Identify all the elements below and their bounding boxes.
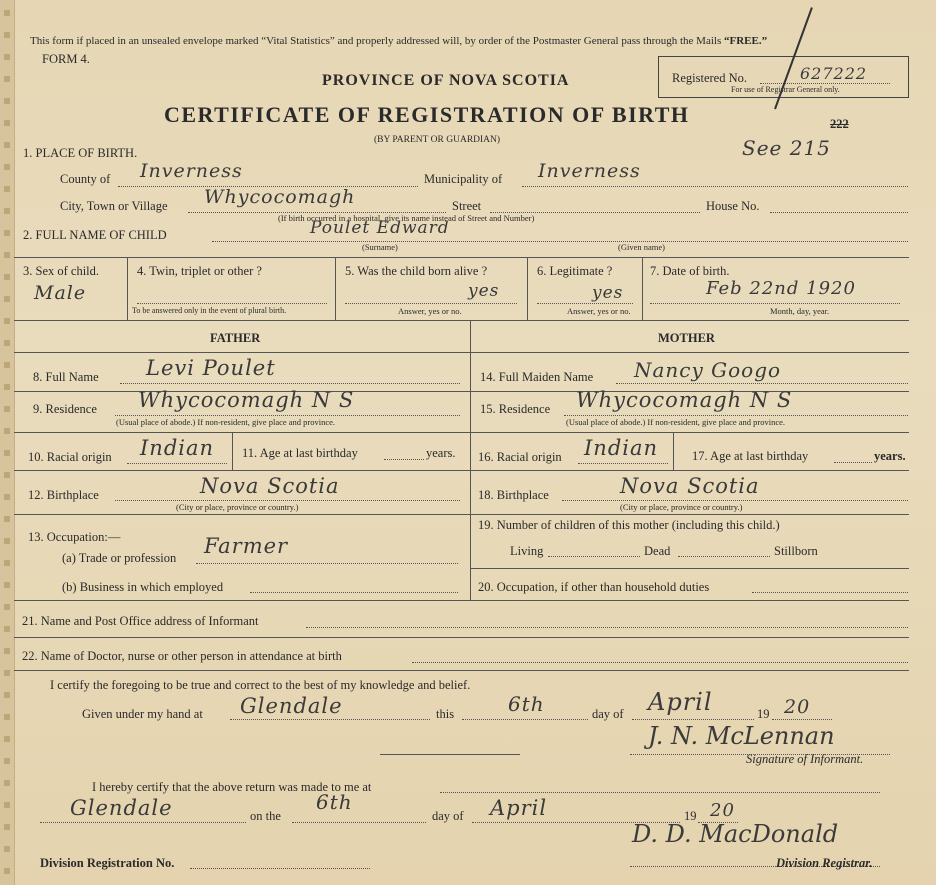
division-registrar-caption: Division Registrar. xyxy=(776,856,873,870)
alive-label: 5. Was the child born alive ? xyxy=(345,264,488,278)
mother-children-label: 19. Number of children of this mother (including this child.) xyxy=(478,518,780,532)
rule xyxy=(14,637,909,638)
mother-residence-value: Whycocomagh N S xyxy=(576,388,793,412)
given-year-value: 20 xyxy=(784,696,811,718)
sex-value: Male xyxy=(34,282,87,304)
binding-margin xyxy=(0,0,15,885)
rule xyxy=(14,600,909,601)
given-month-value: April xyxy=(648,688,713,716)
certify-statement: I certify the foregoing to be true and correct to the best of my knowledge and belief. xyxy=(50,678,471,692)
certificate-title: CERTIFICATE OF REGISTRATION OF BIRTH xyxy=(164,102,690,127)
place-of-birth-label: 1. PLACE OF BIRTH. xyxy=(23,146,138,160)
rule xyxy=(380,754,520,755)
father-residence-value: Whycocomagh N S xyxy=(138,388,355,412)
stamped-number: 222 xyxy=(830,117,849,131)
province-heading: PROVINCE OF NOVA SCOTIA xyxy=(322,72,570,89)
dob-label: 7. Date of birth. xyxy=(650,264,730,278)
living-label: Living xyxy=(510,544,544,558)
mother-age-suffix: years. xyxy=(874,449,906,463)
father-name-value: Levi Poulet xyxy=(146,356,276,380)
father-racial-label: 10. Racial origin xyxy=(28,450,112,464)
legitimate-value: yes xyxy=(592,283,624,303)
this-label: this xyxy=(436,707,455,721)
mail-notice-free: “FREE.” xyxy=(723,35,768,47)
father-age-suffix: years. xyxy=(426,446,456,460)
registrar-year-prefix: 19 xyxy=(684,809,697,823)
registrar-signature: D. D. MacDonald xyxy=(632,820,839,848)
twin-label: 4. Twin, triplet or other ? xyxy=(137,264,262,278)
trade-label: (a) Trade or profession xyxy=(62,551,177,565)
alive-note: Answer, yes or no. xyxy=(398,306,462,316)
municipality-value: Inverness xyxy=(538,160,641,182)
rule xyxy=(642,257,643,320)
mother-name-label: 14. Full Maiden Name xyxy=(480,370,594,384)
form-number: FORM 4. xyxy=(42,52,90,66)
rule xyxy=(14,320,909,321)
registrar-day-value: 6th xyxy=(316,790,353,814)
rule xyxy=(14,670,909,671)
city-value: Whycocomagh xyxy=(204,186,356,208)
mother-birthplace-note: (City or place, province or country.) xyxy=(620,502,743,512)
doctor-label: 22. Name of Doctor, nurse or other person in attendance at birth xyxy=(22,649,342,663)
child-name-label: 2. FULL NAME OF CHILD xyxy=(23,228,167,242)
dob-value: Feb 22nd 1920 xyxy=(706,278,856,299)
informant-signature: J. N. McLennan xyxy=(648,722,835,750)
child-name-value: Poulet Edward xyxy=(310,218,450,238)
mother-occupation-label: 20. Occupation, if other than household duties xyxy=(478,580,710,594)
rule xyxy=(14,352,909,353)
center-divider xyxy=(470,320,471,600)
hospital-note: (If birth occurred in a hospital, give its name instead of Street and Number) xyxy=(278,213,535,223)
given-name-caption: (Given name) xyxy=(618,242,665,252)
rule xyxy=(14,257,909,258)
rule xyxy=(470,568,909,569)
legitimate-label: 6. Legitimate ? xyxy=(537,264,613,278)
father-name-label: 8. Full Name xyxy=(33,370,99,384)
informant-signature-caption: Signature of Informant. xyxy=(746,752,864,766)
registrar-general-note: For use of Registrar General only. xyxy=(731,85,840,94)
registrar-statement: I hereby certify that the above return was made to me at xyxy=(92,780,372,794)
rule xyxy=(232,432,233,470)
mother-residence-note: (Usual place of abode.) If non-resident, give place and province. xyxy=(566,417,786,427)
dob-note: Month, day, year. xyxy=(770,306,830,316)
dead-label: Dead xyxy=(644,544,671,558)
rule xyxy=(335,257,336,320)
given-day-of-label: day of xyxy=(592,707,624,721)
mother-racial-label: 16. Racial origin xyxy=(478,450,562,464)
mail-notice-text: This form if placed in an unsealed envelope marked “Vital Statistics” and properly addressed will, by order of the Postmaster General pass through the Mails xyxy=(30,35,724,47)
given-place-value: Glendale xyxy=(240,694,343,718)
rule xyxy=(14,514,909,515)
sex-label: 3. Sex of child. xyxy=(23,264,100,278)
father-residence-note: (Usual place of abode.) If non-resident, give place and province. xyxy=(116,417,336,427)
surname-caption: (Surname) xyxy=(362,242,398,252)
given-under-label: Given under my hand at xyxy=(82,707,203,721)
mother-birthplace-value: Nova Scotia xyxy=(620,474,760,498)
county-value: Inverness xyxy=(140,160,243,182)
occupation-label: 13. Occupation:— xyxy=(28,530,121,544)
street-label: Street xyxy=(452,199,482,213)
rule xyxy=(14,432,909,433)
rule xyxy=(14,470,909,471)
mother-heading: MOTHER xyxy=(658,331,715,345)
municipality-label: Municipality of xyxy=(424,172,503,186)
informant-label: 21. Name and Post Office address of Informant xyxy=(22,614,259,628)
division-registration-label: Division Registration No. xyxy=(40,856,175,870)
certificate-subtitle: (BY PARENT OR GUARDIAN) xyxy=(374,135,501,145)
alive-value: yes xyxy=(468,281,500,301)
registrar-on-label: on the xyxy=(250,809,281,823)
given-day-value: 6th xyxy=(508,692,545,716)
father-age-label: 11. Age at last birthday xyxy=(242,446,358,460)
rule xyxy=(527,257,528,320)
stillborn-label: Stillborn xyxy=(774,544,818,558)
registrar-month-value: April xyxy=(490,796,548,820)
twin-note: To be answered only in the event of plural birth. xyxy=(132,306,287,315)
see-note: See 215 xyxy=(742,136,831,160)
registrar-place-value: Glendale xyxy=(70,796,173,820)
business-label: (b) Business in which employed xyxy=(62,580,224,594)
registered-label: Registered No. xyxy=(672,71,747,85)
registered-number: 627222 xyxy=(800,64,868,83)
father-heading: FATHER xyxy=(210,331,261,345)
registrar-year-value: 20 xyxy=(710,800,735,821)
legitimate-note: Answer, yes or no. xyxy=(567,306,631,316)
mother-age-label: 17. Age at last birthday xyxy=(692,449,809,463)
house-label: House No. xyxy=(706,199,760,213)
mail-notice xyxy=(30,35,767,47)
city-label: City, Town or Village xyxy=(60,199,168,213)
father-racial-value: Indian xyxy=(140,436,215,460)
father-birthplace-note: (City or place, province or country.) xyxy=(176,502,299,512)
registrar-day-of-label: day of xyxy=(432,809,464,823)
mother-racial-value: Indian xyxy=(584,436,659,460)
mother-residence-label: 15. Residence xyxy=(480,402,551,416)
mother-birthplace-label: 18. Birthplace xyxy=(478,488,549,502)
mother-name-value: Nancy Googo xyxy=(634,358,782,382)
father-residence-label: 9. Residence xyxy=(33,402,97,416)
county-label: County of xyxy=(60,172,111,186)
rule xyxy=(127,257,128,320)
father-birthplace-label: 12. Birthplace xyxy=(28,488,99,502)
trade-value: Farmer xyxy=(204,534,289,558)
father-birthplace-value: Nova Scotia xyxy=(200,474,340,498)
given-year-prefix: 19 xyxy=(757,707,770,721)
rule xyxy=(673,432,674,470)
